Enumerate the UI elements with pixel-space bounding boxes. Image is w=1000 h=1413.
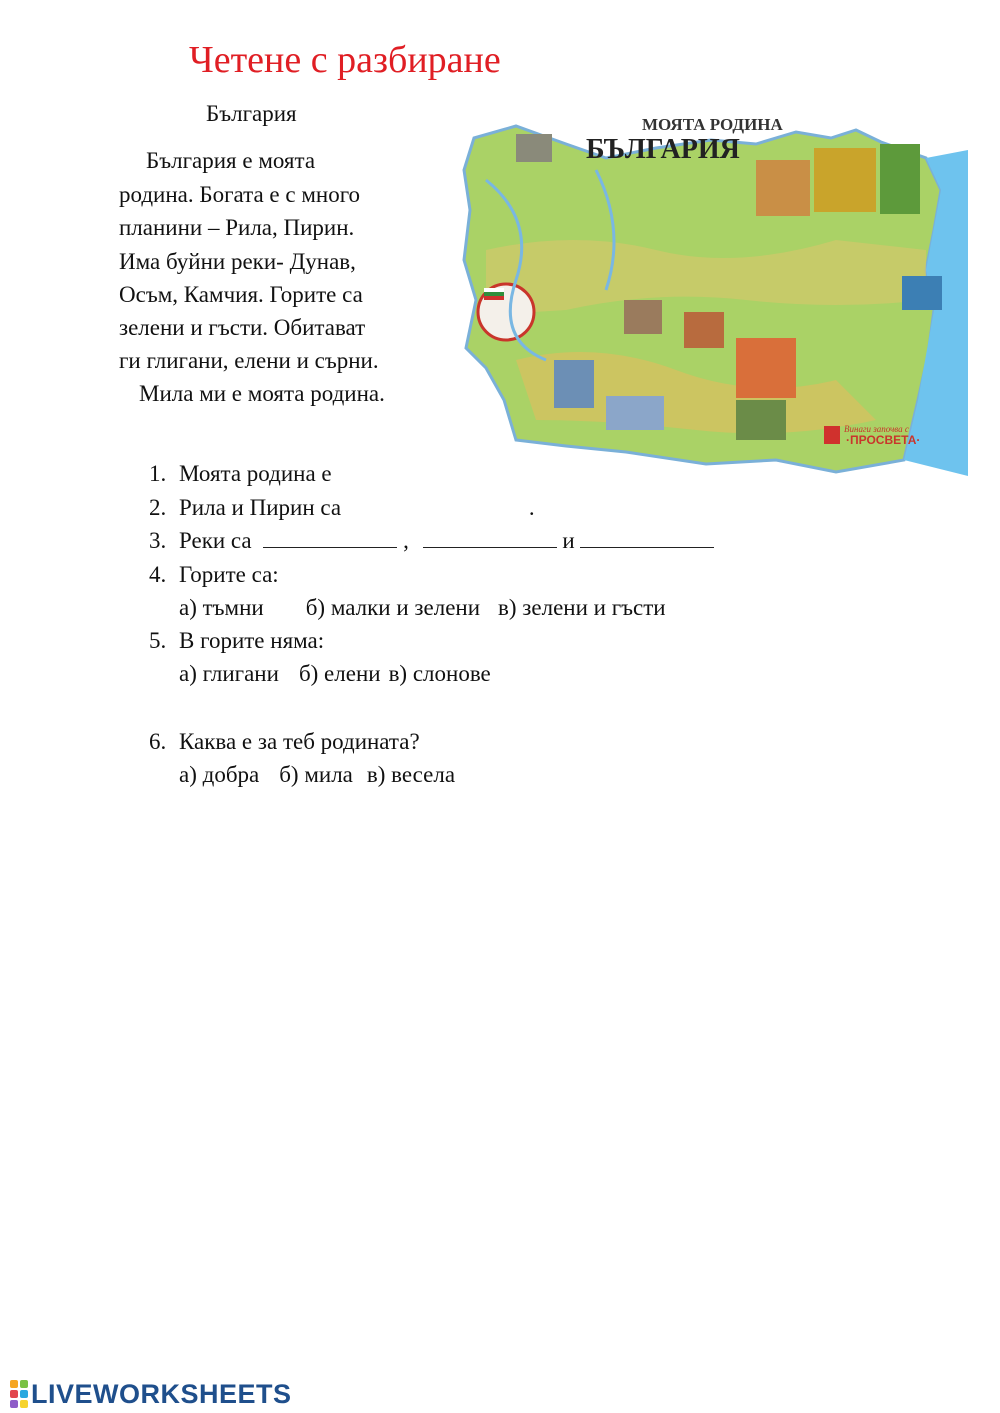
story-line: родина. Богата е с много — [119, 182, 361, 207]
option-a[interactable]: а) тъмни — [179, 595, 264, 620]
question-6: 6. Каква е за теб родината? — [149, 729, 420, 754]
map-title-main: БЪЛГАРИЯ — [586, 134, 740, 165]
question-6-options — [179, 762, 465, 788]
publisher-slogan: Винаги започва с — [844, 424, 909, 434]
option-c[interactable]: в) слонове — [388, 661, 491, 686]
story-line: ги глигани, елени и сърни. — [119, 348, 379, 373]
option-c[interactable]: в) весела — [366, 762, 456, 787]
story-line: планини – Рила, Пирин. — [119, 215, 355, 240]
answer-field-3a[interactable] — [263, 529, 397, 548]
option-b[interactable]: б) малки и зелени — [305, 595, 481, 620]
option-a[interactable]: а) глигани — [179, 661, 279, 686]
story-line: Има буйни реки- Дунав, — [119, 249, 356, 274]
option-c[interactable]: в) зелени и гъсти — [498, 595, 666, 620]
question-5: 5. В горите няма: — [149, 628, 325, 653]
question-1: 1. Моята родина е — [149, 461, 332, 486]
footer-branding — [10, 1378, 292, 1410]
question-3: 3. Реки са , и — [149, 528, 714, 554]
option-b[interactable]: б) елени — [298, 661, 381, 686]
story-line: България е моята — [146, 148, 316, 173]
publisher-name: ·ПРОСВЕТА· — [846, 433, 921, 447]
worksheet-title: Четене с разбиране — [189, 39, 501, 81]
liveworksheets-logo-icon — [10, 1380, 28, 1408]
publisher-logo-icon — [824, 426, 840, 444]
option-b[interactable]: б) мила — [279, 762, 353, 787]
answer-field-3b[interactable] — [423, 529, 557, 548]
bulgaria-map-illustration — [456, 100, 968, 476]
question-2: 2. Рила и Пирин са . — [149, 495, 535, 520]
story-line: Мила ми е моята родина. — [139, 381, 385, 406]
question-4: 4. Горите са: — [149, 562, 279, 587]
question-5-options — [179, 661, 501, 687]
answer-field-3c[interactable] — [580, 529, 714, 548]
footer-brand: LIVEWORKSHEETS — [31, 1378, 292, 1409]
story-heading: България — [206, 101, 297, 126]
map-title-top: МОЯТА РОДИНА — [642, 115, 783, 134]
story-line: Осъм, Камчия. Горите са — [119, 282, 363, 307]
story-line: зелени и гъсти. Обитават — [119, 315, 366, 340]
option-a[interactable]: а) добра — [179, 762, 260, 787]
question-4-options — [179, 595, 676, 621]
